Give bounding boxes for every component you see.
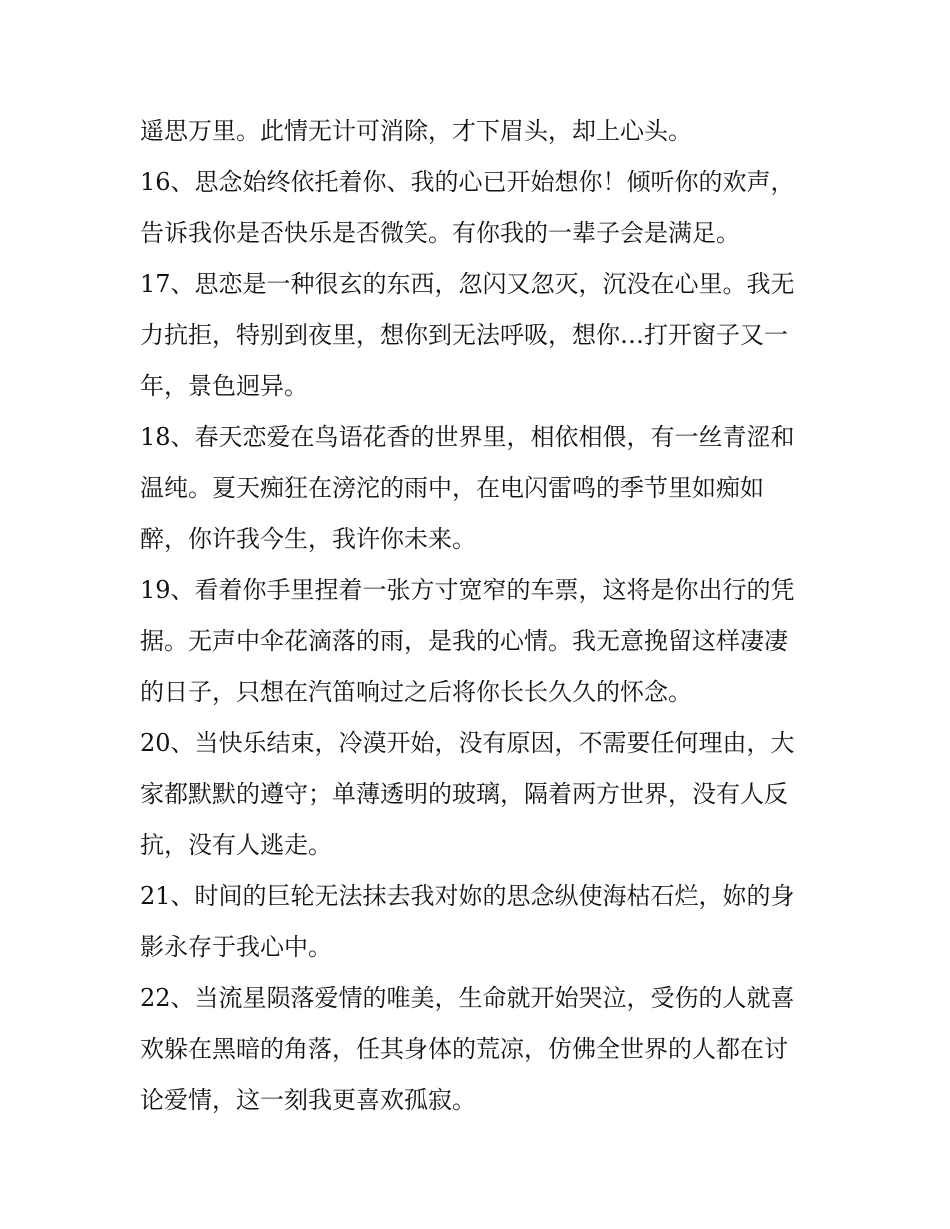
text-line: 据。无声中伞花滴落的雨，是我的心情。我无意挽留这样凄凄 [140,627,788,655]
text-line: 年，景色迥异。 [140,372,308,400]
text-line: 影永存于我心中。 [140,933,332,961]
text-line: 抗，没有人逃走。 [140,831,332,859]
text-line: 家都默默的遵守；单薄透明的玻璃，隔着两方世界，没有人反 [140,780,788,808]
text-line: 温纯。夏天痴狂在滂沱的雨中，在电闪雷鸣的季节里如痴如 [140,474,764,502]
text-line: 遥思万里。此情无计可消除，才下眉头，却上心头。 [140,117,692,145]
document-body [140,106,820,1126]
text-line: 20、当快乐结束，冷漠开始，没有原因，不需要任何理由，大 [140,729,795,757]
text-line: 论爱情，这一刻我更喜欢孤寂。 [140,1086,476,1114]
text-line: 21、时间的巨轮无法抹去我对妳的思念纵使海枯石烂，妳的身 [140,882,795,910]
text-line: 的日子，只想在汽笛响过之后将你长长久久的怀念。 [140,678,692,706]
text-line: 醉，你许我今生，我许你未来。 [140,525,476,553]
text-line: 告诉我你是否快乐是否微笑。有你我的一辈子会是满足。 [140,219,740,247]
text-line: 力抗拒，特别到夜里，想你到无法呼吸，想你…打开窗子又一 [140,321,788,349]
text-line: 19、看着你手里捏着一张方寸宽窄的车票，这将是你出行的凭 [140,576,795,604]
text-line: 17、思恋是一种很玄的东西，忽闪又忽灭，沉没在心里。我无 [140,270,795,298]
text-line: 16、思念始终依托着你、我的心已开始想你！倾听你的欢声， [140,168,795,196]
text-line: 欢躲在黑暗的角落，任其身体的荒凉，仿佛全世界的人都在讨 [140,1035,788,1063]
text-line: 22、当流星陨落爱情的唯美，生命就开始哭泣，受伤的人就喜 [140,984,795,1012]
text-line: 18、春天恋爱在鸟语花香的世界里，相依相偎，有一丝青涩和 [140,423,795,451]
